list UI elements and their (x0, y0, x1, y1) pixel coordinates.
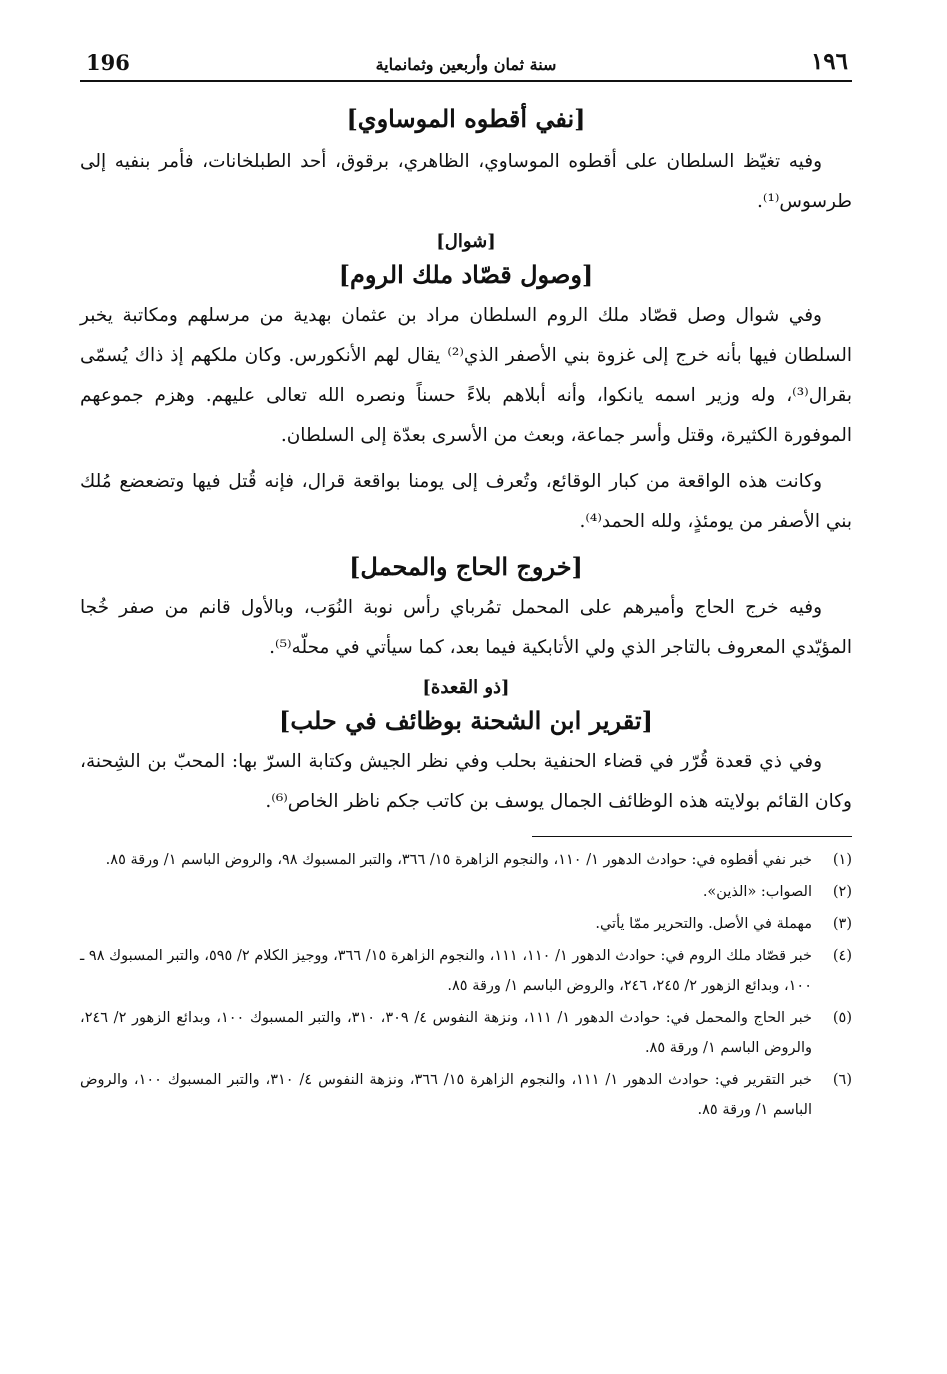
footnote-text: الصواب: «الذين». (702, 884, 812, 900)
running-title: سنة ثمان وأربعين وثمانماية (375, 55, 557, 74)
footnote (80, 877, 852, 907)
month-heading: [شوال] (436, 231, 496, 252)
section-heading: [وصول قصّاد ملك الروم] (338, 260, 594, 289)
footnote-number: (٥) (832, 1010, 852, 1026)
footnote-number: (٦) (832, 1072, 852, 1088)
footnote-number: (٤) (832, 948, 852, 964)
footnote-text: خبر الحاج والمحمل في: حوادث الدهور ١/ ١١١، ونزهة النفوس ٤/ ٣٠٩، ٣١٠، والتبر المسبوك ١٠٠، وبدائع الزهور ٢/ ٢٤٦، والروض الباسم ١/ ورقة ٨٥. (80, 1010, 813, 1056)
month-heading: [ذو القعدة] (422, 677, 510, 698)
footnote-text: خبر التقرير في: حوادث الدهور ١/ ١١١، والنجوم الزاهرة ١٥/ ٣٦٦، ونزهة النفوس ٤/ ٣١٠، والتبر المسبوك ١٠٠، والروض الباسم ١/ ورقة ٨٥. (80, 1072, 812, 1118)
paragraph: وفيه تغيّظ السلطان على أقطوه الموساوي، الظاهري، برقوق، أحد الطبلخانات، فأمر بنفيه إلى طرسوس⁽¹⁾. (80, 151, 852, 212)
footnote-separator (532, 836, 852, 837)
footnote-text: خبر قصّاد ملك الروم في: حوادث الدهور ١/ ١١٠، ١١١، والنجوم الزاهرة ١٥/ ٣٦٦، ووجيز الكلام ٢/ ٥٩٥، والتبر المسبوك ٩٨ ـ ١٠٠، وبدائع الزهور ٢/ ٢٤٥، ٢٤٦، والروض الباسم ١/ ورقة ٨٥. (80, 948, 812, 994)
footnote-text: خبر نفي أقطوه في: حوادث الدهور ١/ ١١٠، والنجوم الزاهرة ١٥/ ٣٦٦، والتبر المسبوك ٩٨، والروض الباسم ١/ ورقة ٨٥. (105, 852, 812, 868)
paragraph: وفي ذي قعدة قُرّر في قضاء الحنفية بحلب وفي نظر الجيش وكتابة السرّ بها: المحبّ بن الشِحنة، وكان القائم بولايته هذه الوظائف الجمال يوسف بن كاتب جكم ناظر الخاص⁽⁶⁾. (80, 751, 852, 812)
page-number-arabic: ١٩٦ (810, 48, 848, 75)
page-header (80, 40, 852, 82)
footnote (80, 1003, 852, 1063)
paragraph: وكانت هذه الواقعة من كبار الوقائع، وتُعرف إلى يومنا بواقعة قرال، فإنه قُتل فيها وتضعضع مُلك بني الأصفر من يومئذٍ، ولله الحمد⁽⁴⁾. (80, 471, 852, 532)
main-text (80, 102, 852, 1125)
paragraph: وفي شوال وصل قصّاد ملك الروم السلطان مراد بن عثمان بهدية من مرسلهم ومكاتبة يخبر السلطان فيها بأنه خرج إلى غزوة بني الأصفر الذي⁽²⁾ يقال لهم الأنكورس. وكان ملكهم إذ ذاك يُسمّى بقرال⁽³⁾، وله وزير اسمه يانكوا، وأنه أبلاهم بلاءً حسناً ونصره الله تعالى عليهم. وهزم جموعهم الموفورة الكثيرة، وقتل وأسر جماعة، وبعث من الأسرى بعدّة إلى السلطان. (80, 305, 852, 446)
footnote-text: مهملة في الأصل. والتحرير ممّا يأتي. (595, 916, 812, 932)
footnote (80, 1065, 852, 1125)
section-heading: [نفي أقطوه الموساوي] (346, 104, 586, 133)
page (80, 40, 852, 1127)
page-number-latin: 196 (86, 50, 130, 75)
footnote (80, 941, 852, 1001)
section-heading: [تقرير ابن الشحنة بوظائف في حلب] (279, 706, 653, 735)
footnote-number: (١) (832, 852, 852, 868)
footnote-number: (٢) (832, 884, 852, 900)
footnote (80, 909, 852, 939)
footnotes (80, 845, 852, 1125)
footnote (80, 845, 852, 875)
section-heading: [خروج الحاج والمحمل] (349, 552, 583, 581)
footnote-number: (٣) (832, 916, 852, 932)
paragraph: وفيه خرج الحاج وأميرهم على المحمل تمُرباي رأس نوبة النُوَب، وبالأول قانم من صفر خُجا المؤيّدي المعروف بالتاجر الذي ولي الأتابكية فيما بعد، كما سيأتي في محلّه⁽⁵⁾. (80, 597, 852, 658)
